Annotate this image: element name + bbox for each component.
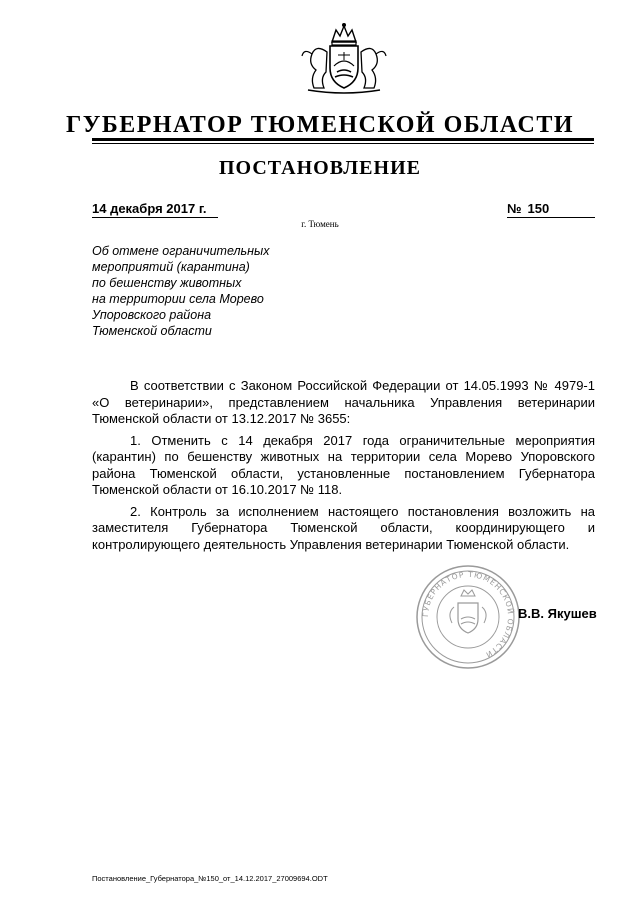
subject-line: Тюменской области: [92, 324, 212, 338]
item-1-paragraph: 1. Отменить с 14 декабря 2017 года ограничительные мероприятия (карантин) по бешенству животных на территории села Морево Упоровского района Тюменской области, установленные постановлением Губернатора Тюменской области от 16.10.2017 № 118.: [92, 432, 595, 497]
subject-line: Упоровского района: [92, 308, 212, 322]
seal-text: ГУБЕРНАТОР ТЮМЕНСКОЙ ОБЛАСТИ: [420, 569, 516, 660]
signer-name: В.В. Якушев: [518, 606, 597, 621]
subject-line: мероприятий (карантина): [92, 260, 250, 274]
footer-file-name: Постановление_Губернатора_№150_от_14.12.2017_27009694.ODT: [92, 874, 328, 883]
document-type: ПОСТАНОВЛЕНИЕ: [219, 157, 421, 179]
document-subject: [92, 243, 352, 339]
svg-text:ГУБЕРНАТОР ТЮМЕНСКОЙ ОБЛАСТИ: [421, 570, 515, 660]
document-number-field: [507, 201, 595, 218]
subject-line: по бешенству животных: [92, 276, 242, 290]
document-body: [92, 378, 595, 558]
document-city: г. Тюмень: [301, 219, 339, 229]
governor-title: ГУБЕРНАТОР ТЮМЕНСКОЙ ОБЛАСТИ: [65, 112, 575, 138]
header-rule-thin: [92, 143, 594, 144]
number-sign: №: [507, 201, 522, 216]
document-number: 150: [527, 201, 550, 216]
coat-of-arms-icon: [290, 22, 398, 96]
header-rule-thick: [92, 138, 594, 141]
subject-line: Об отмене ограничительных: [92, 244, 270, 258]
subject-line: на территории села Морево: [92, 292, 264, 306]
document-date: 14 декабря 2017 г.: [92, 201, 218, 218]
preamble-paragraph: В соответствии с Законом Российской Федерации от 14.05.1993 № 4979-1 «О ветеринарии», представлением начальника Управления ветеринарии Тюменской области от 13.12.2017 № 3655:: [92, 378, 595, 426]
official-seal-icon: [414, 563, 522, 671]
item-2-paragraph: 2. Контроль за исполнением настоящего постановления возложить на заместителя Губернатора Тюменской области, координирующего и контролирующего деятельность Управления ветеринарии Тюменской области.: [92, 503, 595, 552]
